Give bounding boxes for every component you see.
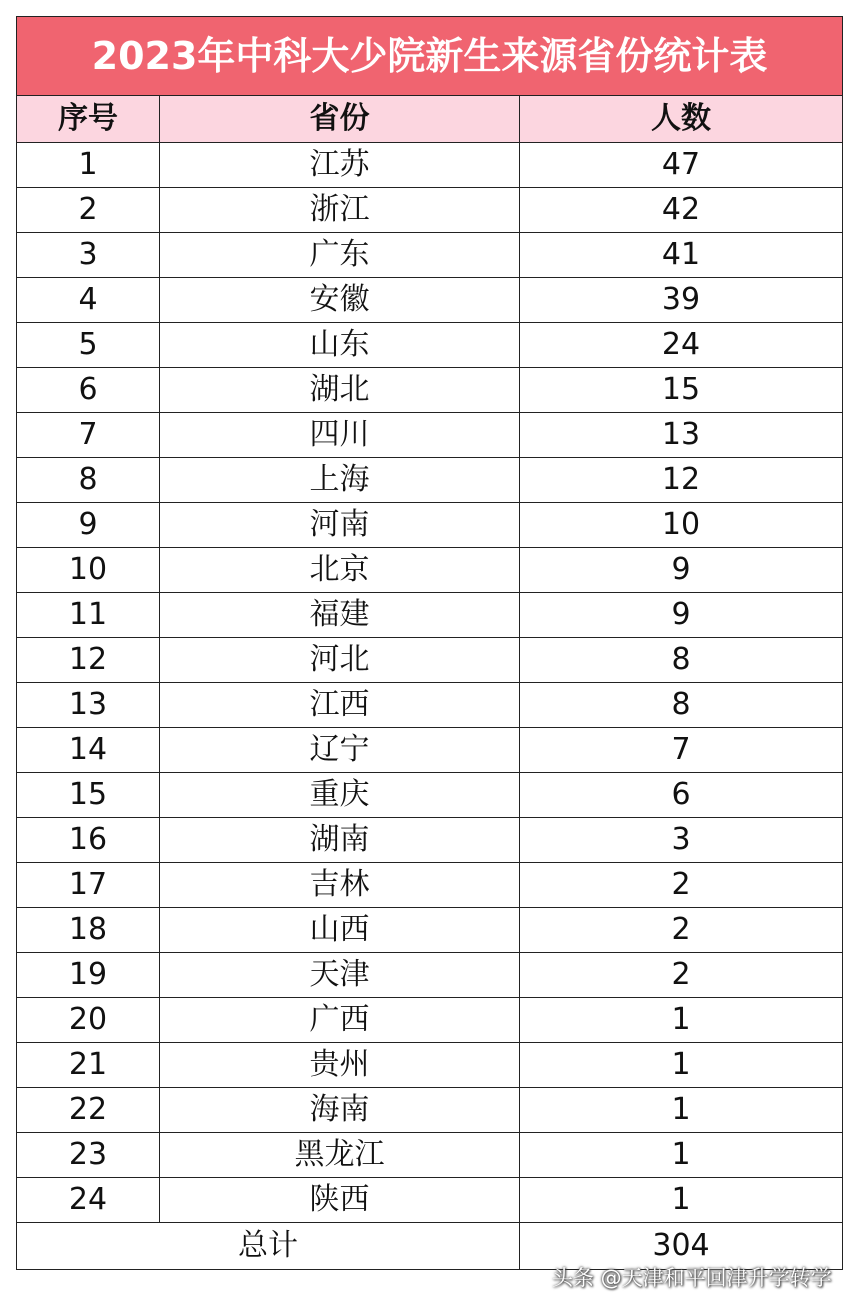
row-count-cell: 1 (520, 1178, 843, 1223)
table-row (17, 143, 843, 188)
row-count-cell: 15 (520, 368, 843, 413)
province-stats-table (16, 16, 843, 1270)
row-count-cell: 42 (520, 188, 843, 233)
row-index-cell: 19 (17, 953, 160, 998)
header-row (17, 96, 843, 143)
row-count-cell: 8 (520, 638, 843, 683)
header-province: 省份 (160, 96, 520, 143)
row-index-cell: 17 (17, 863, 160, 908)
row-index-cell: 20 (17, 998, 160, 1043)
title-row (17, 17, 843, 96)
row-index-cell: 15 (17, 773, 160, 818)
row-index-cell: 16 (17, 818, 160, 863)
table-row (17, 683, 843, 728)
row-province-cell: 黑龙江 (160, 1133, 520, 1178)
row-index-cell: 5 (17, 323, 160, 368)
row-province-cell: 山西 (160, 908, 520, 953)
row-count-cell: 2 (520, 908, 843, 953)
total-label: 总计 (17, 1223, 520, 1270)
row-index-cell: 11 (17, 593, 160, 638)
table-row (17, 1088, 843, 1133)
row-province-cell: 湖北 (160, 368, 520, 413)
header-count: 人数 (520, 96, 843, 143)
table-row (17, 908, 843, 953)
table-row (17, 998, 843, 1043)
row-count-cell: 1 (520, 1043, 843, 1088)
table-row (17, 953, 843, 998)
row-index-cell: 9 (17, 503, 160, 548)
row-count-cell: 47 (520, 143, 843, 188)
header-index: 序号 (17, 96, 160, 143)
row-province-cell: 海南 (160, 1088, 520, 1133)
row-count-cell: 8 (520, 683, 843, 728)
row-index-cell: 2 (17, 188, 160, 233)
row-index-cell: 6 (17, 368, 160, 413)
row-province-cell: 河南 (160, 503, 520, 548)
row-province-cell: 天津 (160, 953, 520, 998)
row-province-cell: 辽宁 (160, 728, 520, 773)
row-province-cell: 贵州 (160, 1043, 520, 1088)
row-index-cell: 7 (17, 413, 160, 458)
row-province-cell: 上海 (160, 458, 520, 503)
row-province-cell: 重庆 (160, 773, 520, 818)
row-province-cell: 北京 (160, 548, 520, 593)
row-province-cell: 山东 (160, 323, 520, 368)
table-row (17, 593, 843, 638)
row-index-cell: 4 (17, 278, 160, 323)
row-index-cell: 1 (17, 143, 160, 188)
row-province-cell: 湖南 (160, 818, 520, 863)
stats-table-sheet (16, 16, 842, 1270)
row-province-cell: 四川 (160, 413, 520, 458)
row-index-cell: 10 (17, 548, 160, 593)
row-province-cell: 河北 (160, 638, 520, 683)
table-row (17, 728, 843, 773)
row-count-cell: 9 (520, 548, 843, 593)
row-count-cell: 41 (520, 233, 843, 278)
row-province-cell: 吉林 (160, 863, 520, 908)
row-count-cell: 13 (520, 413, 843, 458)
row-index-cell: 13 (17, 683, 160, 728)
table-row (17, 368, 843, 413)
table-row (17, 1043, 843, 1088)
table-row (17, 863, 843, 908)
row-index-cell: 14 (17, 728, 160, 773)
row-index-cell: 8 (17, 458, 160, 503)
row-count-cell: 10 (520, 503, 843, 548)
row-province-cell: 安徽 (160, 278, 520, 323)
row-index-cell: 3 (17, 233, 160, 278)
row-province-cell: 陕西 (160, 1178, 520, 1223)
row-province-cell: 江苏 (160, 143, 520, 188)
row-index-cell: 24 (17, 1178, 160, 1223)
row-count-cell: 7 (520, 728, 843, 773)
watermark-text: 头条 @天津和平回津升学转学 (552, 1266, 832, 1290)
table-row (17, 638, 843, 683)
row-count-cell: 39 (520, 278, 843, 323)
row-index-cell: 21 (17, 1043, 160, 1088)
row-province-cell: 江西 (160, 683, 520, 728)
row-count-cell: 6 (520, 773, 843, 818)
table-row (17, 1178, 843, 1223)
row-index-cell: 12 (17, 638, 160, 683)
table-row (17, 548, 843, 593)
row-index-cell: 23 (17, 1133, 160, 1178)
table-row (17, 278, 843, 323)
table-row (17, 323, 843, 368)
row-province-cell: 广东 (160, 233, 520, 278)
row-province-cell: 福建 (160, 593, 520, 638)
table-row (17, 773, 843, 818)
row-index-cell: 18 (17, 908, 160, 953)
table-row (17, 818, 843, 863)
table-row (17, 1133, 843, 1178)
row-count-cell: 2 (520, 863, 843, 908)
row-count-cell: 9 (520, 593, 843, 638)
table-row (17, 188, 843, 233)
row-count-cell: 1 (520, 1088, 843, 1133)
row-count-cell: 12 (520, 458, 843, 503)
row-count-cell: 24 (520, 323, 843, 368)
table-title: 2023年中科大少院新生来源省份统计表 (17, 17, 843, 96)
row-province-cell: 浙江 (160, 188, 520, 233)
table-row (17, 503, 843, 548)
row-count-cell: 1 (520, 998, 843, 1043)
table-row (17, 458, 843, 503)
row-province-cell: 广西 (160, 998, 520, 1043)
row-count-cell: 1 (520, 1133, 843, 1178)
total-value: 304 (520, 1223, 843, 1270)
row-count-cell: 2 (520, 953, 843, 998)
row-count-cell: 3 (520, 818, 843, 863)
row-index-cell: 22 (17, 1088, 160, 1133)
table-row (17, 233, 843, 278)
table-row (17, 413, 843, 458)
